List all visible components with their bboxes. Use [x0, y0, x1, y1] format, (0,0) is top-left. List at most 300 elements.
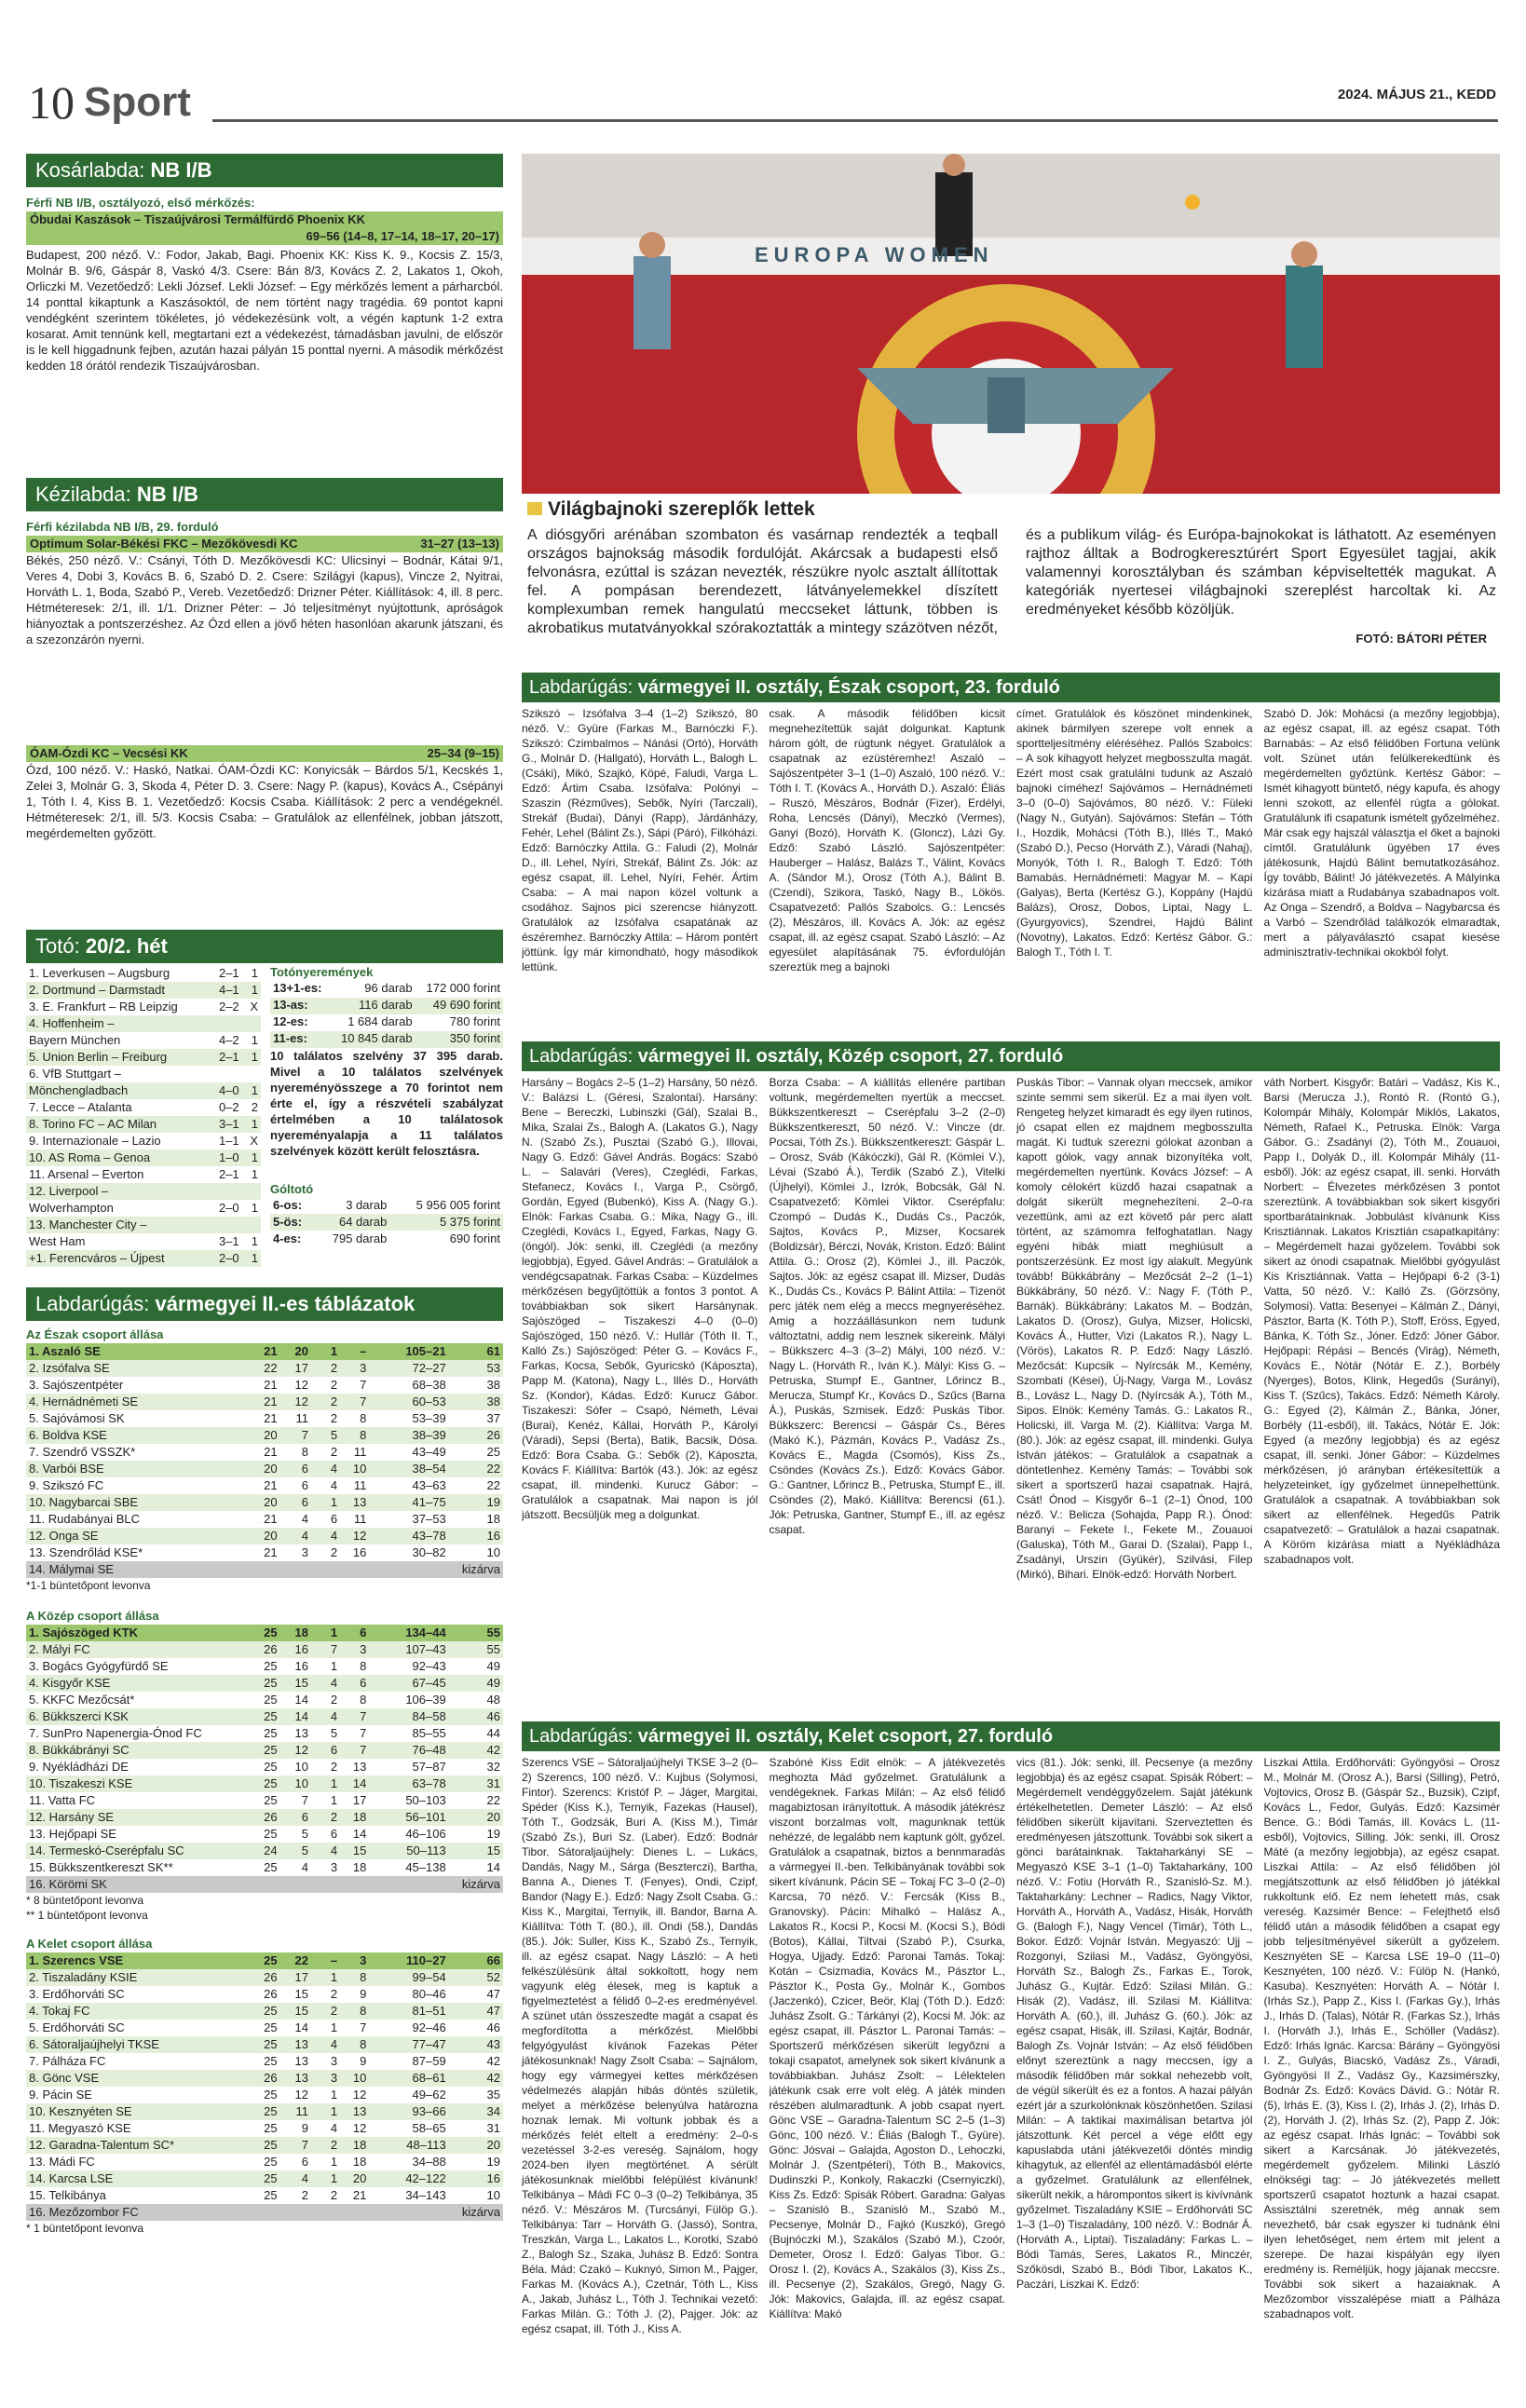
kozep-table-row-cell: 22 — [486, 1792, 500, 1807]
toto-row-cell: 1 — [242, 1150, 261, 1166]
toto-row-cell: 1 — [251, 1200, 258, 1215]
eszak-table-row-cell: 2 — [311, 1360, 340, 1377]
toto-row-cell: Bayern München — [29, 1032, 121, 1047]
kozep-table-row — [26, 1658, 503, 1675]
kozep-table-row-cell: 42 — [449, 1742, 503, 1759]
kelet-table-row-cell: 8 — [340, 2003, 369, 2020]
toto-row-cell — [242, 1183, 261, 1200]
kelet-table-row — [26, 2120, 503, 2137]
kozep-table-row-cell: 3 — [340, 1641, 369, 1658]
kelet-table-row-cell: 34–143 — [405, 2187, 446, 2202]
toto-row-cell: 1. Leverkusen – Augsburg — [29, 965, 170, 980]
prize-row — [270, 1014, 503, 1031]
toto-row-cell: 2–0 — [218, 1200, 239, 1215]
kelet-table-row-cell — [249, 2204, 279, 2221]
eszak-table-row-cell: 11. Rudabányai BLC — [29, 1511, 141, 1526]
eszak-note: *1-1 büntetőpont levonva — [26, 1579, 151, 1592]
eszak-table-row-cell: 38 — [486, 1377, 500, 1392]
kelet-table-row-cell: 13 — [340, 2103, 369, 2120]
kozep-table-row-cell: 18 — [340, 1809, 369, 1826]
prize-row-cell: 1 684 darab — [347, 1014, 413, 1029]
kozep-table-row-cell: 24 — [249, 1843, 279, 1859]
kelet-table-row-cell: 12 — [352, 2087, 367, 2102]
kelet-table-row-cell: 26 — [249, 1969, 279, 1986]
kelet-table-row-cell: 15. Telkibánya — [29, 2187, 106, 2202]
eszak-table-row-cell: 21 — [249, 1394, 279, 1410]
kozep-table-row-cell: 55 — [449, 1641, 503, 1658]
kozep-table-row-cell: 16 — [294, 1658, 308, 1673]
kelet-table-row-cell — [311, 2204, 340, 2221]
kelet-table-row-cell: 18 — [340, 2137, 369, 2154]
eszak-table-row-cell — [311, 1561, 340, 1578]
issue-date: 2024. MÁJUS 21., KEDD — [1337, 87, 1496, 102]
kelet-table-row-cell: 3 — [330, 2053, 338, 2068]
photo-credit: FOTÓ: BÁTORI PÉTER — [1356, 632, 1487, 646]
kozep-table-row — [26, 1641, 503, 1658]
toto-row-cell: 2–0 — [206, 1250, 242, 1267]
toto-text: 10 találatos szelvény 37 395 darab. Mivel a 10 találatos szelvények nyereményösszege a 70 forintot nem érte el, így a részvételi szabályzat értelmében a 10 találatosok nyereményalapja a 11 találatos szelvények között került felosztásra. — [270, 1048, 503, 1158]
toto-row-cell: 1 — [242, 1082, 261, 1099]
kozep-table-row — [26, 1826, 503, 1843]
kozep-table-row-cell: 4. Kisgyőr KSE — [26, 1675, 249, 1692]
eszak-table-row — [26, 1410, 503, 1427]
kozep-table-row-cell: 63–78 — [369, 1775, 448, 1792]
kozep-table-row-cell: 57–87 — [412, 1759, 446, 1774]
kozep-table-row-cell: 5. KKFC Mezőcsát* — [29, 1692, 135, 1707]
kozep-table-row-cell: 8 — [360, 1658, 367, 1673]
kozep-table-row-cell: 76–48 — [369, 1742, 448, 1759]
kelet-table-row-cell: 47 — [449, 2003, 503, 2020]
kozep-table-row-cell: 15. Bükkszentkereszt SK** — [29, 1859, 173, 1874]
kozep-table-row-cell: 8 — [360, 1692, 367, 1707]
eszak-table-row-cell: 16 — [449, 1528, 503, 1544]
kozep-table-row-cell: 32 — [486, 1759, 500, 1774]
kozep-table-row-cell: 55 — [449, 1625, 503, 1641]
eszak-table-row-cell: 60–53 — [369, 1394, 448, 1410]
kozep-table-row — [26, 1809, 503, 1826]
eszak-table-row-cell: 12. Onga SE — [26, 1528, 249, 1544]
kosar-header — [26, 154, 503, 187]
eszak-table-row-cell: 10 — [486, 1544, 500, 1559]
kozep-table-row-cell: 10 — [280, 1775, 311, 1792]
kosar-sub: Férfi NB I/B, osztályozó, első mérkőzés: — [26, 196, 255, 210]
eszak-table-row — [26, 1377, 503, 1394]
kezi-score2: 25–34 (9–15) — [427, 746, 499, 760]
eszak-table-row — [26, 1477, 503, 1494]
kozep-table-row-cell: 45–138 — [405, 1859, 446, 1874]
toto-row-cell: 3–1 — [218, 1233, 239, 1248]
eszak-table-row-cell: 37–53 — [412, 1511, 446, 1526]
eszak-table-row-cell: 8 — [340, 1427, 369, 1444]
prize-row — [270, 998, 503, 1014]
eszak-table-row-cell: 41–75 — [369, 1494, 448, 1511]
kelet-table-row-cell: 9. Pácin SE — [29, 2087, 92, 2102]
kozep-table-row-cell: 6 — [280, 1809, 311, 1826]
kozep-table-row-cell: kizárva — [449, 1876, 503, 1893]
kelet-table-row-cell: 3. Erdőhorváti SC — [29, 1986, 125, 2001]
eszak-table-row-cell: 21 — [264, 1377, 278, 1392]
kelet-table-row-cell: 11. Megyaszó KSE — [29, 2120, 131, 2135]
eszak-table-row-cell: 4 — [311, 1528, 340, 1544]
eszak-table-row-cell: 3. Sajószentpéter — [29, 1377, 124, 1392]
kezi-match1: Optimum Solar-Békési FKC – Mezőkövesdi KC — [30, 537, 298, 551]
kozep-table-row-cell: 25 — [264, 1725, 278, 1740]
kelet-table-row-cell: 2 — [311, 2003, 340, 2020]
eszak-table-row-cell: 38 — [449, 1394, 503, 1410]
kozep-table-row-cell: 49 — [449, 1675, 503, 1692]
toto-matches — [26, 965, 261, 1267]
kozep-table-row-cell: 4 — [311, 1843, 340, 1859]
toto-row-cell — [206, 1066, 242, 1082]
kelet-table-row — [26, 2036, 503, 2053]
kozep-table-row-cell: 25 — [249, 1625, 279, 1641]
prize-row — [270, 981, 503, 998]
prize-row-cell: 10 845 darab — [330, 1031, 415, 1048]
toto-row — [26, 1166, 261, 1183]
kelet-table-title: A Kelet csoport állása — [26, 1937, 153, 1951]
toto-row — [26, 1015, 261, 1032]
kelet-col1: Szerencs VSE – Sátoraljaújhelyi TKSE 3–2 (0–2) Szerencs, 100 néző. V.: Kujbus (Solymosi, Fintor). Szerencs: Kristóf P. – Jáger, Margitai, Spéder (Kiss K.), Ternyik, Fazekas (Hausel), Tóth T., Godzsák, Buri A. (Kiss M.), Timár (Szabó Zs.), Buri Sz. (Laber). Edző: Bodnár Tibor. Sátoraljaújhely: Dienes L. – Lukács, Dandás, Nagy M., Sárga (Beszterczi), Bartha, Banna A., Dienes T. (Fenyes), Ondi, Czipf, Bandor (Nagy E.). Edző: Nagy Zsolt Csaba. G.: Kiss K., Margitai, Ternyik, ill. Bandor, Barna A. Kiállítva: Tóth T. (80.), ill. Ondi (58.), Dandás (85.). Jók: Suller, Kiss K., Szabó Zs., Ternyik, ill. az egész csapat. Nagy László: – A heti felkészülésünk által sokkoltott, hogy nem vagyunk elég élesek, meg is kaptuk a figyelmeztetést a félidő 0–2-es eredményével. A szünet után összeszedte magát a csapat és megfordította a mérkőzést. Mielőbbi felgyógyulást kívánok Fazekas Péter játékosunknak! Nagy Zsolt Csaba: – Sajnálom, hogy egy vármegyei kettes mérkőzésen védelmezés alapján hibás döntés születik, melyet a mérkőzése belenyúlva határozna hoznak lemak. Mi voltunk jobbak és a mérkőzés felét eltelt a eredmény: 2–0-s vezetéssel 3-2-es vereség. Sajnálom, hogy 2024-ben ilyen megtörténet. A sérült játékosunknak mielőbbi felépülést kívánunk! Telkibánya – Mádi FC 0–3 (0–2) Telkibánya, 35 néző. V.: Mészáros M. (Turcsányi, Fülöp G.). Telkibánya: Tarr – Horváth G. (Jassó), Sontra, Treszkán, Varga L., Lakatos L., Korotki, Szabó Z., Balogh Sz., Szaka, Juhász B. Edző: Sontra Béla. Mád: Czakó – Kuknyó, Simon M., Pajger, Farkas M. (Kovács A.), Czetnár, Tóth L., Kiss A., Jakab, Juhász L., Tóth J. Technikai vezető: Farkas Milán. G.: Tóth J. (2), Pajger. Jók: az egész csapat, ill. Tóth J., Kiss A. — [522, 1756, 758, 2335]
toto-row — [26, 1116, 261, 1133]
kozep-table-row-cell: 31 — [449, 1775, 503, 1792]
kezi-match2: ÓAM-Ózdi KC – Vecsési KK — [30, 746, 188, 760]
eszak-table-row-cell: 11 — [295, 1410, 308, 1425]
kozep-col3: Puskás Tibor: – Vannak olyan meccsek, amikor szinte semmi sem sikerül. Ez a mai ilyen volt. Rengeteg helyzet kimaradt és egy ilyen rutinos, jó csapat ellen ez majdnem megbosszulta magát. Ki tudtuk szerezni gólokat azonban a kapott gólok, vagy annak bizonyítéka volt, megérdemelten nyertünk. Kovács József: – A komoly célokért küzdő hazai csapatnak a dolgát sikerült megnehezíteni. 2–0-ra vezettünk, ami az ezt követő pár perc alatt történt, az számomra felfoghatatlan. Nagy egyéni hibák miatt meghiúsult a pontszerzésünk. Ez most így alakult. Megyünk tovább! Bükkábrány – Mezőcsát 2–2 (1–1) Bükkábrány, 50 néző. V.: Nagy F. (Tóth P., Barnák). Bükkábrány: Lakatos M. – Bodzán, Lakatos D. (Orosz), Gulya, Mizser, Holicski, Kovács Á., Hutter, Vizi (Lakatos R.), Nagy L. (Vörös), Lakatos R. P. Edző: Nagy László. Mezőcsát: Kupcsik – Nyírcsák M., Kemény, Szombati (Kései), Új-Nagy, Varga M., Lovász B., Lovász L., Nagy D. (Nyírcsák A.), Tóth M., Sipos. Elnök: Kemény Tamás. G.: Lakatos R., Holicski, ill. Varga M. (2). Kiállítva: Varga M. (80.). Jók: az egész csapat, ill. mindenki. Gulya István játékos: – Gratulálok a csapatnak a döntetlenhez. Kemény Tamás: – További sok sikert a sportszerű hazai csapatnak. Hajrá, Csát! Ónod – Kisgyőr 6–1 (2–1) Ónod, 100 néző. V.: Belicza (Sohajda, Papp R.). Ónod: Baranyi – Fekete I., Fekete M., Zouauoi (Galuska), Tóth M., Garai D. (Szalai), Papp I., Zsadányi, Urszin (Gyükér), Szilvási, Filep (Mirkó), Bihari. Elnök-edző: Horváth Norbert. — [1016, 1076, 1253, 1581]
toto-row-cell: 2–1 — [218, 965, 239, 980]
eszak-table-row-cell: 13. Szendrőlád KSE* — [29, 1544, 143, 1559]
tables-title-a: Labdarúgás: — [35, 1292, 150, 1315]
eszak-table-row-cell: 20 — [249, 1461, 279, 1477]
eszak-table-row-cell: 30–82 — [412, 1544, 446, 1559]
teqball-photo — [522, 154, 1500, 494]
eszak-table-row-cell: 53 — [449, 1360, 503, 1377]
kozep-table-row-cell: 4 — [311, 1708, 340, 1725]
eszak-table-row-cell: 5. Sajóvámosi SK — [29, 1410, 125, 1425]
kelet-table-row — [26, 2070, 503, 2087]
kelet-table-row-cell: 25 — [249, 2003, 279, 2020]
toto-header — [26, 930, 503, 963]
toto-title-b: 20/2. hét — [85, 934, 168, 958]
kezi-score1: 31–27 (13–13) — [420, 537, 499, 551]
kelet-table-row-cell: 25 — [264, 2120, 278, 2135]
kozep-table-row-cell: 15 — [280, 1675, 311, 1692]
kelet-table-row-cell: 14 — [294, 2020, 308, 2034]
kozep-title-b: vármegyei II. osztály, Közép csoport, 27. forduló — [637, 1046, 1064, 1067]
kelet-table-row-cell: 8 — [340, 2036, 369, 2053]
kelet-table-row-cell: 4 — [330, 2120, 338, 2135]
kozep-table-row-cell: 9. Nyékládházi DE — [29, 1759, 129, 1774]
kozep-table-row-cell: 8. Bükkábrányi SC — [26, 1742, 249, 1759]
kezi-body2: Ózd, 100 néző. V.: Haskó, Natkai. ÓAM-Ózdi KC: Konyicsák – Bárdos 5/1, Kecskés 1, Zelei 3, Molnár G. 3, Skoda 4, Péter D. 3. Csere: Nagy P. (kapus), Kovács A., Csépányi 1, Tóth I. 4, Kiss B. 1. Vezetőedző: Kocsis Csaba. Kiállítások: 2 perc a vendégeknél. Hétméteresek: 2/1, ill. 5/3. Kocsis Csaba: – Gratulálok az ellenfélnek, jobban játszott, megérdemelten győzött. — [26, 763, 503, 840]
prize-row — [270, 1031, 503, 1048]
header-rule — [212, 119, 1498, 122]
kozep-table-row-cell: 14. Termeskó-Cserépfalu SC — [26, 1843, 249, 1859]
kelet-table-row — [26, 1969, 503, 1986]
kezi-match1-bar — [26, 536, 503, 552]
eszak-table-row-cell: kizárva — [449, 1561, 503, 1578]
kozep-table-row-cell: 25 — [249, 1675, 279, 1692]
eszak-table-row-cell: 21 — [249, 1343, 279, 1360]
kozep-table-row-cell: 10 — [294, 1759, 308, 1774]
kelet-table-row — [26, 2204, 503, 2221]
kozep-table-row — [26, 1876, 503, 1893]
kosar-title-a: Kosárlabda: — [35, 158, 145, 182]
kelet-table-row-cell: 10 — [486, 2187, 500, 2202]
toto-body — [26, 965, 503, 1267]
kelet-table-row-cell: 4. Tokaj FC — [26, 2003, 249, 2020]
kelet-table-row-cell: 22 — [280, 1952, 311, 1969]
kozep-table-row-cell: 5 — [330, 1725, 338, 1740]
kelet-table-row-cell: 6. Sátoraljaújhelyi TKSE — [26, 2036, 249, 2053]
eszak-table-row-cell: 12 — [280, 1394, 311, 1410]
toto-row-cell: 0–2 — [218, 1099, 239, 1114]
toto-row-cell: 2–1 — [206, 1049, 242, 1066]
kezi-sub: Férfi kézilabda NB I/B, 29. forduló — [26, 520, 219, 534]
kelet-table-row-cell: 7 — [360, 2020, 367, 2034]
kelet-table-row-cell: 9 — [360, 2053, 367, 2068]
toto-row — [26, 1150, 261, 1166]
eszak-table-row-cell: 4 — [311, 1461, 340, 1477]
eszak-table-row-cell: 18 — [486, 1511, 500, 1526]
eszak-table-row-cell: 8 — [360, 1410, 367, 1425]
kozep-table-row-cell: 11. Vatta FC — [29, 1792, 96, 1807]
kozep-standings — [26, 1625, 503, 1893]
goltotto-row — [270, 1197, 503, 1214]
kozep-table-row-cell — [311, 1876, 340, 1893]
kelet-table-row-cell: 48–113 — [369, 2137, 448, 2154]
eszak-col1: Szikszó – Izsófalva 3–4 (1–2) Szikszó, 80 néző. V.: Gyüre (Farkas M., Barnóczki F.). Szikszó: Czimbalmos – Nánási (Ortó), Horváth G., Molnár D. (Hallgató), Horváth L., Balogh L. (Csáki), Mikó, Szajkó, Köpé, Faludi, Varga L. Edző: Ártim Csaba. Izsófalva: Polónyi – Szaszin (Rézműves), Sebők, Nyíri (Tarczali), Strekáf (Budai), Dányi (Rapp), Járdánházy, Fehér, Lehel (Bálint Zs.), Sápi (Páró), Filkóházi. Edző: Barnóczky Attila. G.: Faludi (2), Molnár D., ill. Lehel, Nyíri, Strekáf, Bálint Zs. Jók: az egész csapat, ill. Lehel, Nyíri, Fehér. Ártim Csaba: – A mai napon közel voltunk a csodához. Sajnos pici szerencse hiányzott. Gratulálok az Izsófalva csapatának az észéremhez. Barnóczky Attila: – Három pontért jöttünk. Így már kimondható, hogy másodikok lettünk. — [522, 707, 758, 973]
kelet-table-row-cell: 12. Garadna-Talentum SC* — [26, 2137, 249, 2154]
kezi-title-a: Kézilabda: — [35, 483, 131, 506]
kelet-table-row-cell: 15 — [280, 2003, 311, 2020]
prize-row-cell: 780 forint — [449, 1014, 500, 1029]
eszak-table-row-cell: 21 — [264, 1444, 278, 1459]
toto-row-cell — [206, 1015, 242, 1032]
eszak-table-row-cell — [249, 1561, 279, 1578]
kelet-table-row-cell: 15 — [294, 1986, 308, 2001]
kezi-title-b: NB I/B — [136, 483, 198, 506]
kelet-table-row-cell: 1 — [330, 2087, 338, 2102]
toto-row-cell: Mönchengladbach — [26, 1082, 206, 1099]
kozep-table-row-cell: 1 — [330, 1658, 338, 1673]
eszak-table-row-cell: 6 — [280, 1494, 311, 1511]
kelet-table-row-cell: 25 — [249, 2170, 279, 2187]
eszak-table-row-cell: 20 — [280, 1343, 311, 1360]
kozep-table-row-cell: 46 — [449, 1708, 503, 1725]
kozep-table-row-cell: 14 — [352, 1826, 367, 1841]
kozep-table-row-cell: 6. Bükkszerci KSK — [26, 1708, 249, 1725]
eszak-table-row-cell — [369, 1561, 448, 1578]
kozep-table-row-cell: 12. Harsány SE — [26, 1809, 249, 1826]
kelet-table-row — [26, 2187, 503, 2204]
kelet-table-row-cell: – — [311, 1952, 340, 1969]
toto-row-cell: 4–0 — [206, 1082, 242, 1099]
eszak-table-row-cell: 2 — [330, 1377, 338, 1392]
goltotto-row-cell: 64 darab — [314, 1214, 390, 1231]
kozep-table-row-cell: 50–103 — [405, 1792, 446, 1807]
kozep-table-row-cell: 15 — [449, 1843, 503, 1859]
kelet-table-row-cell: 7 — [280, 2137, 311, 2154]
goltotto-row-cell: 5 956 005 forint — [416, 1197, 500, 1212]
kelet-table-row-cell: 21 — [352, 2187, 367, 2202]
kelet-table-row-cell: 25 — [264, 2087, 278, 2102]
kozep-table-row-cell: 5 — [301, 1826, 308, 1841]
kozep-table-row-cell: 134–44 — [369, 1625, 448, 1641]
kosar-match-bar — [26, 211, 503, 245]
toto-row-cell — [242, 1015, 261, 1032]
kelet-header — [522, 1721, 1500, 1751]
toto-row-cell: 12. Liverpool – — [26, 1183, 206, 1200]
eszak-table-row-cell: 9. Szikszó FC — [29, 1477, 104, 1492]
kozep-table-row-cell: 2 — [311, 1809, 340, 1826]
kelet-table-row-cell: 52 — [449, 1969, 503, 1986]
kelet-table-row-cell: 87–59 — [412, 2053, 446, 2068]
kozep-table-row-cell: 85–55 — [412, 1725, 446, 1740]
toto-row-cell: 6. VfB Stuttgart – — [29, 1066, 121, 1081]
kozep-table-row-cell: 6 — [311, 1742, 340, 1759]
eszak-table-row-cell: 61 — [449, 1343, 503, 1360]
eszak-table-row-cell: 3 — [340, 1360, 369, 1377]
kelet-table-row-cell: 110–27 — [369, 1952, 448, 1969]
toto-row-cell: 1 — [251, 1166, 258, 1181]
toto-row-cell — [242, 1217, 261, 1233]
kozep-table-row-cell: 10. Tiszakeszi KSE — [26, 1775, 249, 1792]
eszak-col3: címet. Gratulálok és köszönet mindenkinek, akinek bármilyen szerepe volt ennek a sportteljesítmény eléréséhez. Pallós Szabolcs: – A sok kihagyott helyzet megbosszulta magát. Ezért most csak gratulálni tudunk az Aszaló bajnoki címéhez! Sajóvámos – Hernádnémeti 3–0 (0–0) Sajóvámos, 80 néző. V.: Füleki (Nagy N., Gutyán). Sajóvámos: Stefán – Tóth I., Hozdik, Mohácsi (Tóth B.), Illés T., Makó (Szabó D.), Pecso (Horváth Z.), Váradi (Nahaj), Monyók, Tóth I. R., Balogh T. Edző: Tóth Bamabás. Hernádnémeti: Magyar M. – Kapi (Galyas), Berta (Kertész G.), Koppány (Hajdú Balázs), Orosz, Dobos, Liptai, Nagy L. (Gyurgyovics), Szendrei, Hajdú Bálint (Novotny), Lakatos. Edző: Kertész Gábor. G.: Balogh T., Tóth I. T. — [1016, 707, 1253, 959]
toto-row-cell: 2–2 — [218, 999, 239, 1014]
kelet-table-row-cell: 25 — [264, 2053, 278, 2068]
toto-row-cell: 1 — [251, 1233, 258, 1248]
toto-row — [26, 982, 261, 999]
kelet-table-row-cell: 66 — [449, 1952, 503, 1969]
kelet-table-row-cell: 42 — [486, 2053, 500, 2068]
eszak-table-row-cell: 13 — [340, 1494, 369, 1511]
kelet-table-row-cell: 18 — [352, 2154, 367, 2169]
goltotto-table — [270, 1197, 503, 1247]
kozep-table-row-cell: 26 — [249, 1641, 279, 1658]
eszak-table-title: Az Észak csoport állása — [26, 1327, 164, 1341]
kozep-table-row-cell: 84–58 — [369, 1708, 448, 1725]
prize-row-cell: 11-es: — [270, 1031, 330, 1048]
kozep-col2: Borza Csaba: – A kiállítás ellenére partiban voltunk, megérdemelten nyertük a meccset. Bükkszentkereszt – Cserépfalu 3–2 (2–0) Bükkszentkereszt, 50 néző. V.: Vincze (dr. Pocsai, Tóth Zs.). Bükkszentkereszt: Gáspár L. – Orosz, Sváb (Kákóczki), Gál R. (Kömlei V.), Lévai (Szabó Á.), Terdik (Szabó Z.), Vitelki (Újhelyi), Kömlei J., Izrók, Bobcsák, Gál N. Csapatvezető: Kömlei Viktor. Cserépfalu: Czompó – Dudás K., Dudás Cs., Paczók, Sajtos, Kovács P., Mizser, Kocsarek (Boldizsár), Bérczi, Novák, Kriston. Edző: Bálint Attila. G.: Orosz (2), Kömlei J., ill. Paczók, Sajtos. Jók: az egész csapat ill. Mizser, Dudás K., Dudás Cs., Kovács P. Bálint Attila: – Tizenöt perc játék nem elég a meccs megnyeréséhez. Amig a hozzáállásunkon nem tudunk változtatni, addig nem lesznek sikereink. Mályi – Bükkszerc 4–3 (3–2) Mályi, 100 néző. V.: Nagy L. (Horváth R., Iván K.). Mályi: Kiss G. – Petruska, Stumpf E., Gantner, Lőrincz B., Merucza, Stumpf Kr., Kovács D., Szűcs (Barna Á.), Puskás, Szmisek. Edző: Puskás Tibor. Bükkszerc: Berencsi – Gáspár Cs., Béres (Makó K.), Pázmán, Kovács P., Vadász Zs., Kovács E., Magda (Csomós), Kiss Zs., Csöndes (Kovács Zs.). Edző: Kovács Gábor. G.: Gantner, Lőrincz B., Petruska, Stumpf E., ill. Csöndes (2), Makó. Kiállítva: Berencsi (61.). Jók: Petruska, Gantner, Stumpf E., ill. az egész csapat. — [769, 1076, 1005, 1536]
toto-row-cell: 1 — [242, 1049, 261, 1066]
toto-row-cell: 4–2 — [218, 1032, 239, 1047]
kelet-table-row-cell: 10 — [340, 2070, 369, 2087]
kezi-match2-bar — [26, 745, 503, 762]
eszak-col4: Szabó D. Jók: Mohácsi (a mezőny legjobbja), az egész csapat, ill. az egész csapat. Tóth Barnabás: – Az első félidőben Fortuna velünk volt. Szünet után felülkerekedtünk és megérdemelten győztünk. Kertész Gábor: – Ismét kihagyott büntető, négy kapufa, és ahogy lenni szokott, az ellenfél rúgta a gólokat. Gratulálunk ifi csapatunk ismételt győzelméhez. Már csak egy hajszál választja el őket a bajnoki címtől. Gratulálunk ügyében 17 éves játékosunk, Hajdú Bálint bemutatkozásához. Így tovább, Bálint! Jó játékvezetés. A Mályinka kizárása miatt a Rudabánya szabadnapos volt. Az Onga – Szendrő, a Boldva – Nagybarcsa és a Varbó – Szendrőlád találkozók elmaradtak, mert a pályaválasztó csapat kiesése adminisztratív-technikai okokból folyt. — [1263, 707, 1500, 959]
toto-row-cell: 2 — [251, 1099, 258, 1114]
kelet-table-row-cell: 58–65 — [412, 2120, 446, 2135]
goltotto-row-cell: 795 darab — [332, 1231, 388, 1245]
goltotto-row — [270, 1214, 503, 1231]
kelet-table-row-cell: 49–62 — [412, 2087, 446, 2102]
eszak-table-row-cell: 10 — [340, 1461, 369, 1477]
toto-prize-table — [270, 981, 503, 1048]
kozep-table-row-cell: 56–101 — [369, 1809, 448, 1826]
goltotto-title: Góltotó — [270, 1181, 314, 1196]
prize-row-cell: 49 690 forint — [416, 998, 503, 1014]
toto-prize-title: Totónyeremények — [270, 965, 374, 979]
kozep-header — [522, 1041, 1500, 1071]
eszak-table-row-cell: 2 — [330, 1444, 338, 1459]
eszak-table-row — [26, 1394, 503, 1410]
kelet-table-row-cell: 5. Erdőhorváti SC — [29, 2020, 125, 2034]
toto-row — [26, 1183, 261, 1200]
toto-row-cell: 4. Hoffenheim – — [26, 1015, 206, 1032]
eszak-table-row-cell: 14. Málymai SE — [26, 1561, 249, 1578]
eszak-table-row-cell: 2. Izsófalva SE — [26, 1360, 249, 1377]
kelet-table-row-cell: 20 — [340, 2170, 369, 2187]
toto-row-cell: 1–1 — [218, 1133, 239, 1148]
eszak-table-row-cell: 3 — [301, 1544, 308, 1559]
kozep-table-row-cell: 7 — [360, 1725, 367, 1740]
toto-row — [26, 1066, 261, 1082]
eszak-table-row-cell — [340, 1561, 369, 1578]
kelet-table-row — [26, 2154, 503, 2170]
kozep-table-row — [26, 1742, 503, 1759]
eszak-table-row-cell: 11 — [353, 1477, 367, 1492]
tables-title-b: vármegyei II.-es táblázatok — [155, 1292, 416, 1315]
kelet-table-row — [26, 2003, 503, 2020]
kezi-body1: Békés, 250 néző. V.: Csányi, Tóth D. Mezőkövesdi KC: Ulicsinyi – Bodnár, Kátai 9/1, Veres 4, Dobi 3, Kovács B. 6, Szabó D. 2. Csere: Szilágyi (kapus), Vincze 2, Nyitrai, Horváth L. 1, Boda, Szabó P., Vereb. Vezetőedző: Drizner Péter. Kiállítások: 4, ill. 8 perc. Hétméteresek: 2/1, ill. 1/1. Drizner Péter: – Jó teljesítményt nyújtottunk, apróságok hiányoztak a pontszerzéshez. Az Ózd ellen a jövő héten hasonlóan akarunk játszani, és a szezonzárón nyerni. — [26, 553, 503, 646]
kozep-table-row-cell: 18 — [352, 1859, 367, 1874]
toto-row-cell: 2. Dortmund – Darmstadt — [26, 982, 206, 999]
kozep-table-row-cell: 25 — [249, 1742, 279, 1759]
toto-row-cell: 1 — [251, 1032, 258, 1047]
kozep-table-row-cell — [249, 1876, 279, 1893]
kelet-table-row-cell: 25 — [264, 2020, 278, 2034]
prize-row-cell: 13+1-es: — [273, 981, 322, 996]
kozep-table-row-cell: 92–43 — [412, 1658, 446, 1673]
kozep-cols — [522, 1075, 1500, 1708]
eszak-title-a: Labdarúgás: — [529, 677, 634, 698]
kelet-table-row-cell: 9 — [301, 2120, 308, 2135]
eszak-table-row-cell: 19 — [449, 1494, 503, 1511]
kosar-title-b: NB I/B — [150, 158, 212, 182]
eszak-table-row — [26, 1561, 503, 1578]
page-number: 10 — [28, 76, 75, 129]
kozep-table-row-cell: 7 — [301, 1792, 308, 1807]
eszak-table-row-cell: 10. Nagybarcai SBE — [26, 1494, 249, 1511]
kelet-table-row — [26, 2053, 503, 2070]
eszak-table-row-cell — [280, 1561, 311, 1578]
eszak-table-row-cell: 22 — [486, 1477, 500, 1492]
eszak-table-row — [26, 1461, 503, 1477]
eszak-table-row-cell: 72–27 — [369, 1360, 448, 1377]
kozep-table-row-cell: 3. Bogács Gyógyfürdő SE — [29, 1658, 169, 1673]
kozep-table-row-cell: 13 — [352, 1759, 367, 1774]
eszak-table-row-cell: 21 — [264, 1511, 278, 1526]
kelet-table-row-cell: 8. Gönc VSE — [26, 2070, 249, 2087]
kelet-table-row-cell: 68–61 — [369, 2070, 448, 2087]
kozep-table-row-cell: 2. Mályi FC — [26, 1641, 249, 1658]
kozep-table-row-cell: 3 — [330, 1859, 338, 1874]
kelet-table-row-cell: 3 — [340, 1952, 369, 1969]
kelet-table-row-cell: 17 — [280, 1969, 311, 1986]
toto-prizes-box — [270, 965, 503, 1267]
toto-row-cell: X — [250, 1133, 258, 1148]
kozep-table-row-cell: 25 — [264, 1759, 278, 1774]
kosar-body: Budapest, 200 néző. V.: Fodor, Jakab, Bagi. Phoenix KK: Kiss K. 9., Kocsis Z. 15/3, Molnár B. 9/6, Gáspár 8, Vaskó 4/3. Csere: Bán 8/3, Kovács Z. 2, Lakatos 1, Okoh, Orliczki M. Vezetőedző: Lekli József. Lekli József: – Egy mérkőzés lement a párharcból. 14 ponttal kikaptunk a Kaszásoktól, de nem történt nagy tragédia. 69 pontot kapni vendégként szerintem tökéletes, jó védekezésünk volt, a végén kaptunk 1-2 extra kosarat. Amit tennünk kell, megtartani ezt a védekezést, támadásban javulni, de először is le kell higgadnunk fejben, azután hazai pályán 15 ponttal nyerni. A második mérkőzést kedden 18 órától rendezik Tiszaújvárosban. — [26, 248, 503, 373]
prize-row-cell: 350 forint — [416, 1031, 503, 1048]
kelet-table-row-cell: 1 — [330, 2154, 338, 2169]
eszak-table-row-cell: 2 — [330, 1410, 338, 1425]
kozep-table-row-cell: 44 — [486, 1725, 500, 1740]
kozep-table-row-cell: 5 — [280, 1843, 311, 1859]
kelet-note: * 1 büntetőpont levonva — [26, 2222, 144, 2235]
kelet-table-row-cell: 12 — [352, 2120, 367, 2135]
eszak-table-row-cell: 21 — [264, 1410, 278, 1425]
kelet-table-row — [26, 2020, 503, 2036]
